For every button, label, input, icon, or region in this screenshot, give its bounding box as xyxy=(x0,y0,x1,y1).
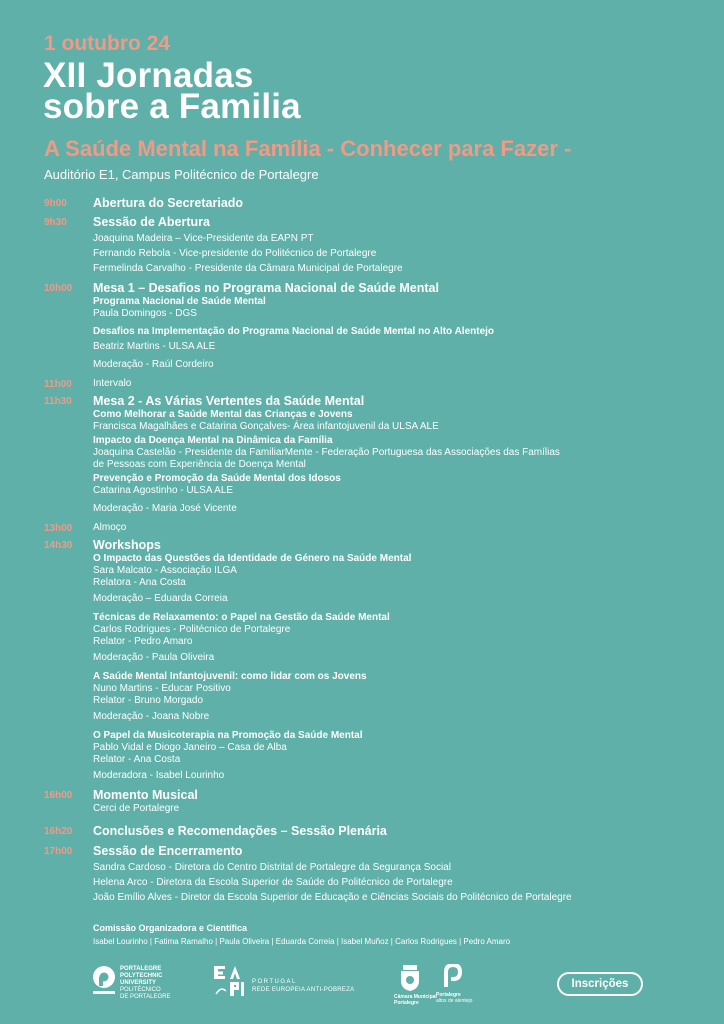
rapporteur-line: Relator - Ana Costa xyxy=(93,754,181,765)
schedule-item-mesa1 xyxy=(44,281,684,371)
title-line-1: XII Jornadas xyxy=(43,56,254,95)
schedule-title: Conclusões e Recomendações – Sessão Plenária xyxy=(93,824,387,838)
moderator-line: Moderação - Paula Oliveira xyxy=(93,652,215,663)
speaker-line: Beatriz Martins - ULSA ALE xyxy=(93,341,216,352)
ptg-text-line: altos de alentejo xyxy=(436,998,473,1004)
schedule-item-almoco xyxy=(44,521,684,534)
schedule-item-encerramento xyxy=(44,844,684,904)
speaker-line: Sandra Cardoso - Diretora do Centro Distrital de Portalegre da Segurança Social xyxy=(93,862,451,873)
politecnico-logo-text xyxy=(120,966,170,1001)
speaker-line: Francisca Magalhães e Catarina Gonçalves- Área infantojuvenil da ULSA ALE xyxy=(93,421,439,432)
workshop-title: A Saúde Mental Infantojuvenil: como lidar com os Jovens xyxy=(93,671,367,682)
workshop-title: Técnicas de Relaxamento: o Papel na Gestão da Saúde Mental xyxy=(93,612,390,623)
event-date: 1 outubro 24 xyxy=(44,32,171,55)
poly-text-line: POLITÉCNICO xyxy=(120,987,161,993)
politecnico-portalegre-logo-icon xyxy=(92,966,116,996)
schedule-item-conclusoes xyxy=(44,824,684,839)
speaker-line: Joaquina Castelão - Presidente da FamiliarMente - Federação Portuguesa das Associações das Famílias xyxy=(93,447,560,458)
camara-municipal-text xyxy=(394,994,437,1006)
schedule-time: 9h30 xyxy=(44,217,67,228)
schedule-item-abertura xyxy=(44,215,684,275)
event-venue: Auditório E1, Campus Politécnico de Portalegre xyxy=(44,167,319,182)
speaker-line: Sara Malcato - Associação ILGA xyxy=(93,565,237,576)
camara-municipal-crest-icon xyxy=(397,964,423,992)
schedule-title: Abertura do Secretariado xyxy=(93,196,244,210)
moderator-line: Moderação - Joana Nobre xyxy=(93,711,210,722)
schedule-title: Mesa 2 - As Várias Vertentes da Saúde Mental xyxy=(93,394,365,408)
speaker-line: Pablo Vidal e Diogo Janeiro – Casa de Alba xyxy=(93,742,287,753)
eapn-text-line: PORTUGAL xyxy=(252,979,297,985)
workshop-title: O Papel da Musicoterapia na Promoção da Saúde Mental xyxy=(93,730,363,741)
inscricoes-button[interactable]: Inscrições xyxy=(557,972,643,996)
speaker-line: Fernando Rebola - Vice-presidente do Politécnico de Portalegre xyxy=(93,248,377,259)
rapporteur-line: Relator - Pedro Amaro xyxy=(93,636,193,647)
rapporteur-line: Relatora - Ana Costa xyxy=(93,577,186,588)
event-title xyxy=(43,56,301,126)
speaker-line: João Emílio Alves - Diretor da Escola Superior de Educação e Ciências Sociais do Politécnico de Portalegre xyxy=(93,892,572,903)
portalegre-brand-icon xyxy=(443,964,463,988)
moderator-line: Moderação - Maria José Vicente xyxy=(93,503,237,514)
talk-title: Prevenção e Promoção da Saúde Mental dos Idosos xyxy=(93,473,341,484)
speaker-line: de Pessoas com Experiência de Doença Mental xyxy=(93,459,306,470)
speaker-line: Paula Domingos - DGS xyxy=(93,308,197,319)
eapn-logo-text xyxy=(252,978,355,994)
commission-title: Comissão Organizadora e Científica xyxy=(93,923,248,933)
moderator-line: Moderadora - Isabel Lourinho xyxy=(93,770,225,781)
schedule-title: Workshops xyxy=(93,538,161,552)
moderator-line: Moderação – Eduarda Correia xyxy=(93,593,228,604)
schedule-title: Sessão de Encerramento xyxy=(93,844,243,858)
ptg-text-line: Portalegre xyxy=(436,992,461,998)
speaker-line: Carlos Rodrigues - Politécnico de Portalegre xyxy=(93,624,291,635)
program-schedule xyxy=(44,196,684,904)
speaker-line: Joaquina Madeira – Vice-Presidente da EAPN PT xyxy=(93,233,314,244)
schedule-item-intervalo xyxy=(44,377,684,390)
speaker-line: Cerci de Portalegre xyxy=(93,803,180,814)
cmp-text-line: Câmara Municipal xyxy=(394,994,437,1000)
schedule-label: Intervalo xyxy=(93,378,132,389)
poly-text-line: PORTALEGRE xyxy=(120,966,162,972)
talk-title: Impacto da Doença Mental na Dinâmica da Família xyxy=(93,435,333,446)
schedule-time: 9h00 xyxy=(44,198,67,209)
schedule-time: 11h00 xyxy=(44,379,72,390)
workshop-title: O Impacto das Questões da Identidade de Género na Saúde Mental xyxy=(93,553,412,564)
poly-text-line: POLYTECHNIC xyxy=(120,973,163,979)
schedule-item-musical xyxy=(44,788,684,815)
portalegre-brand-text xyxy=(436,992,472,1004)
commission-members: Isabel Lourinho | Fatima Ramalho | Paula Oliveira | Eduarda Correia | Isabel Muñoz | Carlos Rodrigues | Pedro Amaro xyxy=(93,937,511,946)
schedule-item-secretariado xyxy=(44,196,684,211)
speaker-line: Fermelinda Carvalho - Presidente da Câmara Municipal de Portalegre xyxy=(93,263,403,274)
schedule-time: 16h00 xyxy=(44,790,73,801)
schedule-time: 14h30 xyxy=(44,540,73,551)
speaker-line: Helena Arco - Diretora da Escola Superior de Saúde do Politécnico de Portalegre xyxy=(93,877,453,888)
poly-text-line: DE PORTALEGRE xyxy=(120,994,171,1000)
schedule-label: Almoço xyxy=(93,522,127,533)
schedule-time: 10h00 xyxy=(44,283,73,294)
eapn-logo-icon xyxy=(212,964,248,998)
footer-logos xyxy=(0,958,724,1008)
speaker-line: Catarina Agostinho - ULSA ALE xyxy=(93,485,234,496)
schedule-time: 17h00 xyxy=(44,846,73,857)
cmp-text-line: Portalegre xyxy=(394,1000,419,1006)
talk-title: Programa Nacional de Saúde Mental xyxy=(93,296,266,307)
poly-text-line: UNIVERSITY xyxy=(120,980,157,986)
rapporteur-line: Relator - Bruno Morgado xyxy=(93,695,204,706)
schedule-time: 16h20 xyxy=(44,826,73,837)
event-subtitle: A Saúde Mental na Família - Conhecer para Fazer - xyxy=(44,136,572,161)
schedule-time: 11h30 xyxy=(44,396,72,407)
title-line-2: sobre a Familia xyxy=(43,87,301,126)
schedule-title: Sessão de Abertura xyxy=(93,215,210,229)
schedule-item-workshops xyxy=(44,538,684,782)
talk-title: Como Melhorar a Saúde Mental das Crianças e Jovens xyxy=(93,409,353,420)
talk-title: Desafios na Implementação do Programa Nacional de Saúde Mental no Alto Alentejo xyxy=(93,326,495,337)
schedule-title: Momento Musical xyxy=(93,788,198,802)
schedule-title: Mesa 1 – Desafios no Programa Nacional de Saúde Mental xyxy=(93,281,439,295)
eapn-text-line: REDE EUROPEIA ANTI-POBREZA xyxy=(252,987,355,993)
schedule-item-mesa2 xyxy=(44,394,684,515)
moderator-line: Moderação - Raúl Cordeiro xyxy=(93,359,214,370)
commission-block xyxy=(93,922,510,947)
schedule-time: 13h00 xyxy=(44,523,73,534)
speaker-line: Nuno Martins - Educar Positivo xyxy=(93,683,231,694)
